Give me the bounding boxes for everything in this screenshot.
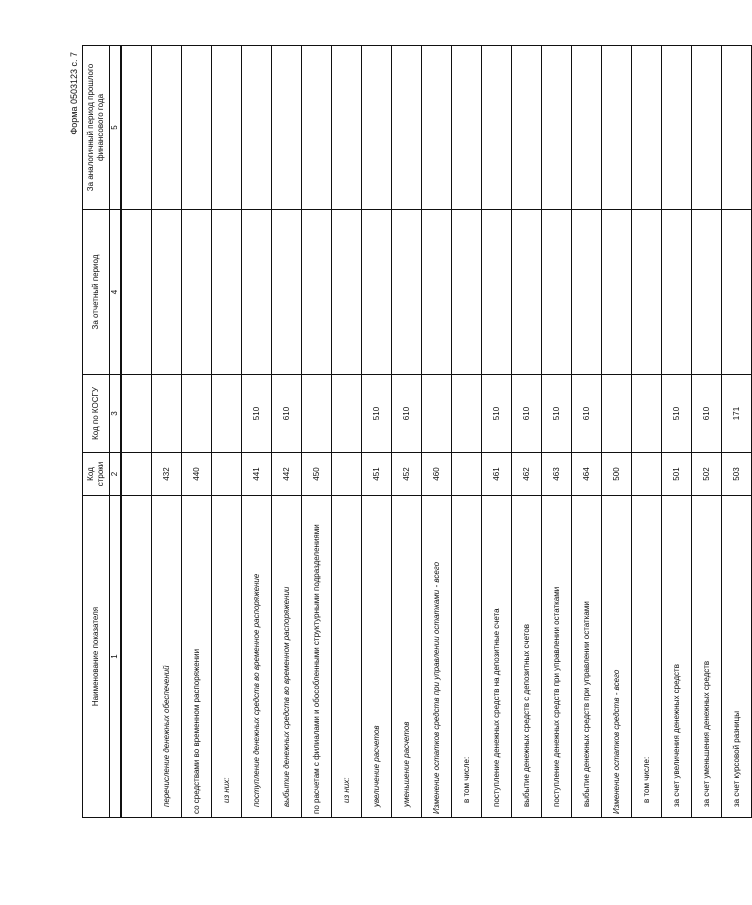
value-cell-previous (692, 46, 722, 210)
table-row (512, 46, 542, 818)
row-name: в том числе: (632, 496, 662, 818)
table-row (332, 46, 362, 818)
value-cell-reporting (632, 210, 662, 375)
row-code: 463 (542, 453, 572, 496)
row-kosgu: 510 (542, 375, 572, 453)
table-row (452, 46, 482, 818)
value-cell-previous (602, 46, 632, 210)
row-name: со средствами во временном распоряжении (182, 496, 212, 818)
row-name: поступление денежных средств на депозитные счета (482, 496, 512, 818)
row-code: 461 (482, 453, 512, 496)
value-cell-previous (182, 46, 212, 210)
column-number: 1 (110, 496, 122, 818)
row-name: из них: (212, 496, 242, 818)
value-cell-reporting (482, 210, 512, 375)
table-row (182, 46, 212, 818)
row-name: Изменение остатков средств при управлении остатками - всего (422, 496, 452, 818)
row-name: выбытие денежных средств во временном распоряжении (272, 496, 302, 818)
row-code (632, 453, 662, 496)
value-cell-previous (422, 46, 452, 210)
row-code: 500 (602, 453, 632, 496)
header-line-code: Код строки (83, 453, 110, 496)
row-code: 432 (152, 453, 182, 496)
value-cell-reporting (512, 210, 542, 375)
table-row (212, 46, 242, 818)
row-code: 450 (302, 453, 332, 496)
row-name: уменьшение расчетов (392, 496, 422, 818)
row-name: перечисление денежных обеспечений (152, 496, 182, 818)
row-name: за счет курсовой разницы (722, 496, 752, 818)
value-cell-reporting (152, 210, 182, 375)
row-name: увеличение расчетов (362, 496, 392, 818)
column-number: 2 (110, 453, 122, 496)
row-kosgu (182, 375, 212, 453)
row-name: поступление денежных средств при управлении остатками (542, 496, 572, 818)
row-kosgu: 610 (692, 375, 722, 453)
table-row (362, 46, 392, 818)
row-kosgu: 510 (362, 375, 392, 453)
value-cell-previous (272, 46, 302, 210)
row-kosgu (152, 375, 182, 453)
value-cell-previous (662, 46, 692, 210)
value-cell-reporting (302, 210, 332, 375)
row-kosgu: 610 (512, 375, 542, 453)
value-cell-reporting (542, 210, 572, 375)
value-cell-previous (722, 46, 752, 210)
value-cell-reporting (662, 210, 692, 375)
row-kosgu: 610 (392, 375, 422, 453)
row-name: за счет уменьшения денежных средств (692, 496, 722, 818)
table-row (302, 46, 332, 818)
row-name: выбытие денежных средств при управлении остатками (572, 496, 602, 818)
column-number: 5 (110, 46, 122, 210)
table-row (392, 46, 422, 818)
row-kosgu (452, 375, 482, 453)
column-number: 4 (110, 210, 122, 375)
row-code: 452 (392, 453, 422, 496)
value-cell-previous (512, 46, 542, 210)
value-cell-previous (242, 46, 272, 210)
row-name: по расчетам с филиалами и обособленными структурными подразделениями (302, 496, 332, 818)
row-code: 503 (722, 453, 752, 496)
form-label: Форма 0503123 с. 7 (69, 52, 79, 135)
value-cell-previous (212, 46, 242, 210)
value-cell-previous (572, 46, 602, 210)
table-row (602, 46, 632, 818)
value-cell-reporting (242, 210, 272, 375)
row-name: поступление денежных средств во временное распоряжение (242, 496, 272, 818)
row-code: 442 (272, 453, 302, 496)
value-cell-reporting (722, 210, 752, 375)
table-row (572, 46, 602, 818)
table-row (632, 46, 662, 818)
header-kosgu-code: Код по КОСГУ (83, 375, 110, 453)
value-cell-reporting (422, 210, 452, 375)
header-previous-period: За аналогичный период прошлого финансового года (83, 46, 110, 210)
value-cell-previous (632, 46, 662, 210)
table-row (422, 46, 452, 818)
row-code: 464 (572, 453, 602, 496)
table-row (482, 46, 512, 818)
value-cell-reporting (272, 210, 302, 375)
row-code: 462 (512, 453, 542, 496)
row-name: в том числе: (452, 496, 482, 818)
rotated-form-page (69, 46, 741, 818)
value-cell-reporting (212, 210, 242, 375)
value-cell-reporting (121, 210, 152, 375)
value-cell-reporting (332, 210, 362, 375)
row-name: за счет увеличения денежных средств (662, 496, 692, 818)
row-code: 460 (422, 453, 452, 496)
row-kosgu: 510 (482, 375, 512, 453)
row-kosgu: 510 (242, 375, 272, 453)
value-cell-reporting (572, 210, 602, 375)
table-row (692, 46, 722, 818)
row-code: 440 (182, 453, 212, 496)
table-header-row (83, 46, 110, 818)
row-code (121, 453, 152, 496)
table-row (152, 46, 182, 818)
table-row (272, 46, 302, 818)
value-cell-previous (362, 46, 392, 210)
header-indicator-name: Наименование показателя (83, 496, 110, 818)
row-kosgu (422, 375, 452, 453)
value-cell-previous (302, 46, 332, 210)
row-kosgu: 171 (722, 375, 752, 453)
row-name: выбытие денежных средств с депозитных счетов (512, 496, 542, 818)
value-cell-reporting (182, 210, 212, 375)
row-code (332, 453, 362, 496)
value-cell-previous (542, 46, 572, 210)
table-row (121, 46, 152, 818)
value-cell-reporting (362, 210, 392, 375)
column-number: 3 (110, 375, 122, 453)
report-table (82, 45, 752, 818)
column-number-row (110, 46, 122, 818)
row-kosgu (602, 375, 632, 453)
value-cell-reporting (692, 210, 722, 375)
row-code (212, 453, 242, 496)
table-row (542, 46, 572, 818)
value-cell-reporting (452, 210, 482, 375)
row-kosgu: 610 (272, 375, 302, 453)
header-reporting-period: За отчетный период (83, 210, 110, 375)
row-kosgu (302, 375, 332, 453)
row-name (121, 496, 152, 818)
row-name: из них: (332, 496, 362, 818)
row-kosgu: 510 (662, 375, 692, 453)
row-kosgu (212, 375, 242, 453)
row-kosgu (632, 375, 662, 453)
value-cell-previous (332, 46, 362, 210)
row-code: 501 (662, 453, 692, 496)
row-kosgu (332, 375, 362, 453)
table-row (722, 46, 752, 818)
value-cell-previous (482, 46, 512, 210)
row-code: 451 (362, 453, 392, 496)
table-row (242, 46, 272, 818)
value-cell-previous (121, 46, 152, 210)
row-kosgu: 610 (572, 375, 602, 453)
row-name: Изменение остатков средств - всего (602, 496, 632, 818)
value-cell-reporting (392, 210, 422, 375)
value-cell-previous (152, 46, 182, 210)
row-code: 441 (242, 453, 272, 496)
table-row (662, 46, 692, 818)
value-cell-previous (392, 46, 422, 210)
value-cell-previous (452, 46, 482, 210)
row-code: 502 (692, 453, 722, 496)
row-kosgu (121, 375, 152, 453)
value-cell-reporting (602, 210, 632, 375)
row-code (452, 453, 482, 496)
